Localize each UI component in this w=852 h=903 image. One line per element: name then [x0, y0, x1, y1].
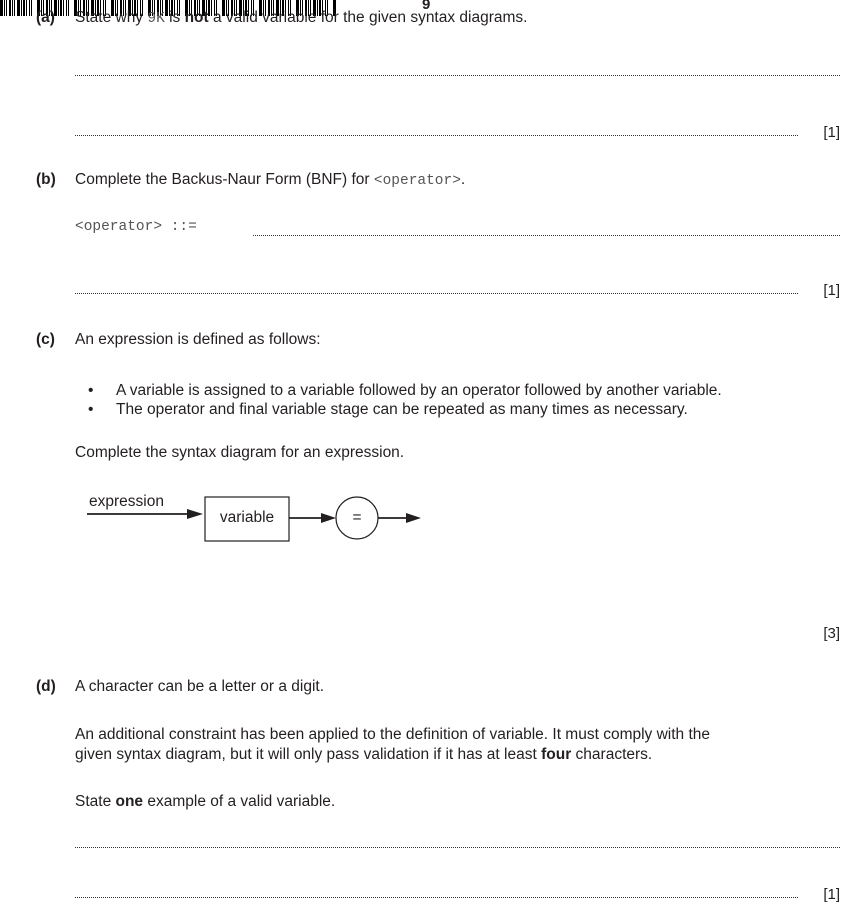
part-d-label: (d) — [36, 678, 56, 695]
page-number: 9 — [422, 0, 431, 13]
part-b-code: <operator> — [373, 173, 461, 189]
part-a-text-before: State why — [75, 9, 148, 26]
bullet-dot: • — [88, 382, 94, 399]
part-a-label: (a) — [36, 9, 55, 26]
diagram-arrow-box-to-circle — [289, 513, 336, 523]
part-a-text-after: a valid variable for the given syntax diagrams. — [208, 9, 528, 26]
part-d-answer-line-1[interactable] — [75, 847, 840, 848]
diagram-exit-arrow — [378, 513, 421, 523]
part-d-instruction-before: State — [75, 793, 116, 810]
part-b-mark: [1] — [823, 282, 840, 299]
part-c-bullet-2-text: The operator and final variable stage can be repeated as many times as necessary. — [116, 401, 688, 418]
part-b-text-before: Complete the Backus-Naur Form (BNF) for — [75, 171, 374, 188]
part-d-mark: [1] — [823, 886, 840, 903]
equals-circle-label: = — [352, 509, 362, 526]
part-c-label: (c) — [36, 331, 55, 348]
part-d-line1: A character can be a letter or a digit. — [75, 678, 324, 695]
part-a-bold: not — [184, 9, 209, 26]
part-d-para-line-2 — [75, 746, 652, 764]
part-a-code: 9K — [147, 11, 165, 27]
part-c-instruction: Complete the syntax diagram for an expression. — [75, 444, 405, 461]
part-c-mark: [3] — [823, 625, 840, 642]
part-b-rule-lhs: <operator> ::= — [75, 219, 197, 235]
part-d-para-line-2-bold: four — [541, 746, 572, 763]
part-d-para-line-2-before: given syntax diagram, but it will only pass validation if it has at least — [75, 746, 542, 763]
part-d-instruction — [75, 793, 335, 811]
part-c-bullet-1-text: A variable is assigned to a variable followed by an operator followed by another variable. — [116, 382, 722, 399]
part-b-text-after: . — [460, 171, 466, 188]
part-d-para-line-2-after: characters. — [571, 746, 653, 763]
variable-box-label: variable — [219, 509, 275, 526]
part-d-para-line-1: An additional constraint has been applied to the definition of variable. It must comply with the — [75, 726, 711, 743]
part-c-intro: An expression is defined as follows: — [75, 331, 321, 348]
part-d-instruction-after: example of a valid variable. — [143, 793, 336, 810]
part-a-text-middle: is — [164, 9, 185, 26]
part-a-mark: [1] — [823, 124, 840, 141]
part-d-answer-line-2[interactable] — [75, 897, 798, 898]
diagram-entry-label: expression — [89, 493, 164, 510]
part-b-label: (b) — [36, 171, 56, 188]
part-d-instruction-bold: one — [115, 793, 144, 810]
bullet-dot: • — [88, 401, 94, 418]
